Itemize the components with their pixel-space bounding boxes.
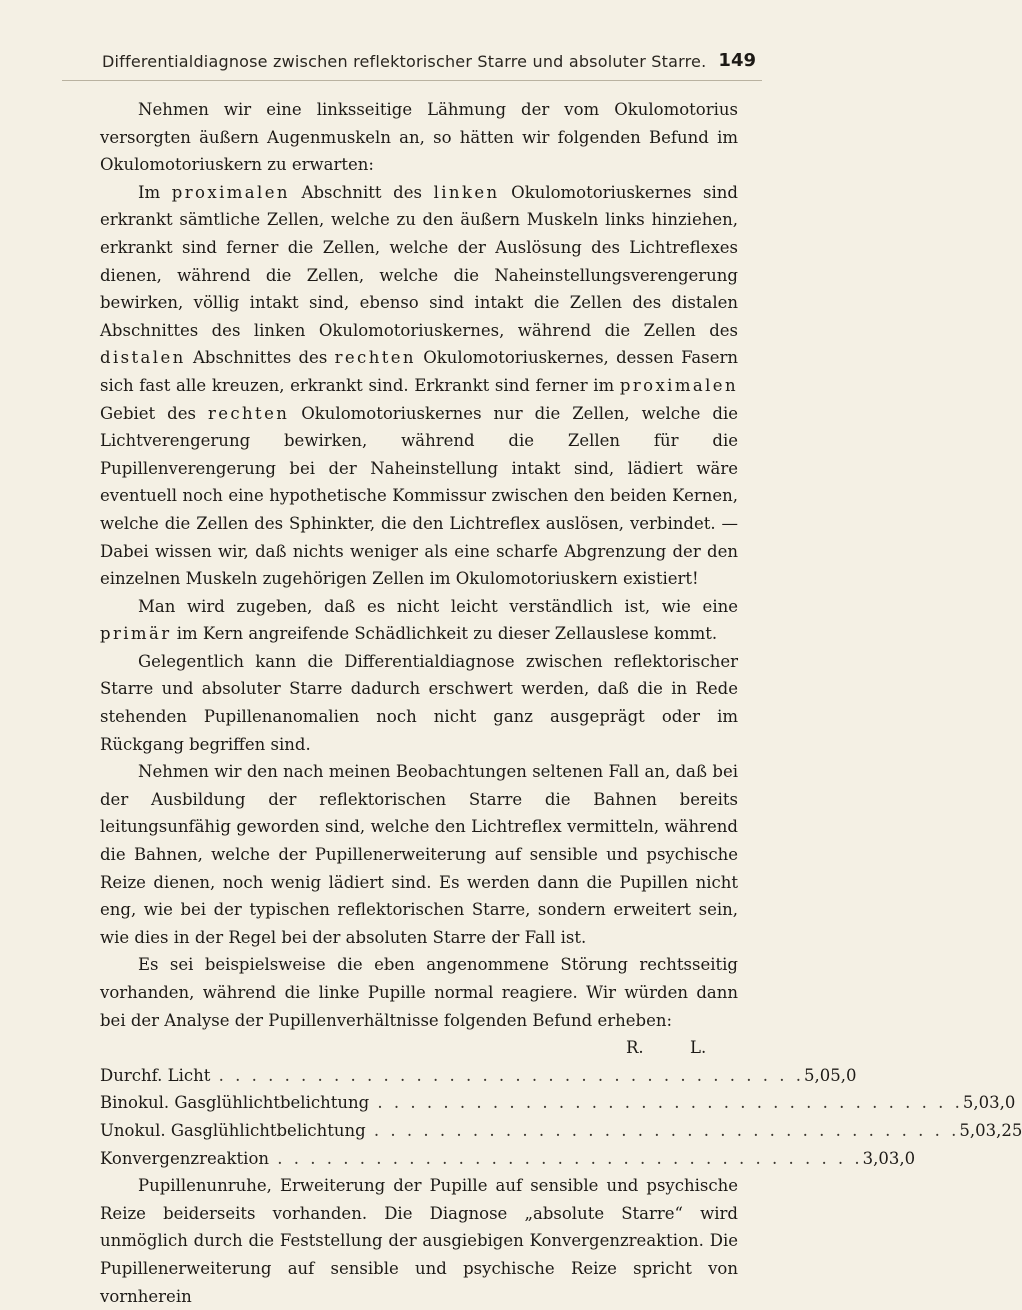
p3-text: Man wird zugeben, daß es nicht leicht verständlich ist, wie eine: [138, 596, 738, 616]
running-header: [62, 50, 762, 81]
paragraph-1: Nehmen wir eine linksseitige Lähmung der vom Okulomotorius versorgten äußern Augenmuskeln an, so hätten wir folgenden Befund im Okulomotoriuskern zu erwarten:: [100, 100, 738, 175]
text-body: [100, 96, 1022, 1310]
value-right: 5,0: [959, 1120, 986, 1140]
table-header-row: [100, 1034, 738, 1062]
value-left: 3,0: [888, 1148, 916, 1168]
p2-text: Okulomotoriuskernes nur die Zellen, welche die Lichtverengerung bewirken, während die Zellen für die Pupillenverengerung bei der Naheinstellung intakt sind, lädiert wäre eventuell noch eine hypothetische Kommissur zwischen den beiden Kernen, welche die Zellen des Sphinkter, die den Lichtreflex auslösen, verbindet. — Dabei wissen wir, daß nichts weniger als eine scharfe Abgrenzung der den einzelnen Muskeln zugehörigen Zellen im Okulomotoriuskern existiert!: [100, 403, 738, 589]
p2-text: Okulomotoriuskernes, dessen Fasern sich fast alle kreuzen, erkrankt sind. Erkrankt sind ferner im: [100, 348, 738, 395]
p2-text: Abschnittes des: [185, 348, 335, 368]
row-label: Durchf. Licht: [100, 1065, 211, 1085]
value-right: 5,0: [804, 1065, 831, 1085]
p3-text: im Kern angreifende Schädlichkeit zu dieser Zellauslese kommt.: [171, 624, 718, 644]
value-left: 3,25: [985, 1120, 1022, 1140]
row-label: Unokul. Gasglühlichtbelichtung: [100, 1120, 366, 1140]
table-row: Binokul. Gasglühlichtbelichtung . . . . . . . . . . . . . . . . . . . . . . . . . . . . . . . . . . . . 5,0 3,0: [100, 1089, 738, 1117]
paragraph-7: Pupillenunruhe, Erweiterung der Pupille auf sensible und psychische Reize beiderseits vorhanden. Die Diagnose „absolute Starre“ wird unmöglich durch die Feststellung der ausgiebigen Konvergenzreaktion. Die Pupillenerweiterung auf sensible und psychische Reize spricht von vornherein: [100, 1176, 738, 1306]
paragraph-2: [100, 179, 738, 593]
p2-text: Im: [138, 182, 172, 202]
value-right: 5,0: [962, 1093, 990, 1113]
p2-emphasis: rechten: [334, 348, 416, 368]
column-header-right: R.: [626, 1038, 644, 1058]
p2-emphasis: distalen: [100, 348, 186, 368]
column-header-left: L.: [690, 1038, 707, 1058]
p2-emphasis: proximalen: [619, 375, 738, 395]
p2-emphasis: linken: [433, 182, 500, 202]
p2-text: Okulomotoriuskernes sind erkrankt sämtliche Zellen, welche zu den äußern Muskeln links hinziehen, erkrankt sind ferner die Zellen, welche der Auslösung des Lichtreflexes dienen, während die Zellen, welche die Naheinstellungsverengerung bewirken, völlig intakt sind, ebenso sind intakt die Zellen des distalen Abschnittes des linken Okulomotoriuskernes, während die Zellen des: [100, 182, 738, 340]
paragraph-5: Nehmen wir den nach meinen Beobachtungen seltenen Fall an, daß bei der Ausbildung der reflektorischen Starre die Bahnen bereits leitungsunfähig geworden sind, welche den Lichtreflex vermitteln, während die Bahnen, welche der Pupillenerweiterung auf sensible und psychische Reize dienen, noch wenig lädiert sind. Es werden dann die Pupillen nicht eng, wie bei der typischen reflektorischen Starre, sondern erweitert sein, wie dies in der Regel bei der absoluten Starre der Fall ist.: [100, 762, 738, 947]
p2-emphasis: rechten: [207, 403, 290, 423]
paragraph-6: Es sei beispielsweise die eben angenommene Störung rechtsseitig vorhanden, während die linke Pupille normal reagiere. Wir würden dann bei der Analyse der Pupillenverhältnisse folgenden Befund erheben:: [100, 955, 738, 1030]
paragraph-4: Gelegentlich kann die Differentialdiagnose zwischen reflektorischer Starre und absoluter Starre dadurch erschwert werden, daß die in Rede stehenden Pupillenanomalien noch nicht ganz ausgeprägt oder im Rückgang begriffen sind.: [100, 651, 738, 754]
page-number: 149: [718, 50, 756, 71]
running-title: Differentialdiagnose zwischen reflektorischer Starre und absoluter Starre.: [102, 52, 707, 71]
value-right: 3,0: [862, 1148, 889, 1168]
value-left: 3,0: [989, 1093, 1016, 1113]
p2-emphasis: proximalen: [171, 182, 290, 202]
p3-emphasis: primär: [100, 624, 172, 644]
value-left: 5,0: [830, 1065, 857, 1085]
pupil-measurement-table: [100, 1034, 1022, 1172]
table-row: Durchf. Licht . . . . . . . . . . . . . . . . . . . . . . . . . . . . . . . . . . . . 5,0 5,0: [100, 1062, 738, 1090]
row-label: Konvergenzreaktion: [100, 1148, 270, 1168]
table-row: Unokul. Gasglühlichtbelichtung . . . . . . . . . . . . . . . . . . . . . . . . . . . . . . . . . . . . 5,0 3,25: [100, 1117, 738, 1145]
table-row: Konvergenzreaktion . . . . . . . . . . . . . . . . . . . . . . . . . . . . . . . . . . . . 3,0 3,0: [100, 1145, 738, 1173]
row-label: Binokul. Gasglühlichtbelichtung: [100, 1093, 370, 1113]
p2-text: Gebiet des: [100, 403, 208, 423]
paragraph-3: [100, 593, 738, 648]
p2-text: Abschnitt des: [289, 182, 434, 202]
